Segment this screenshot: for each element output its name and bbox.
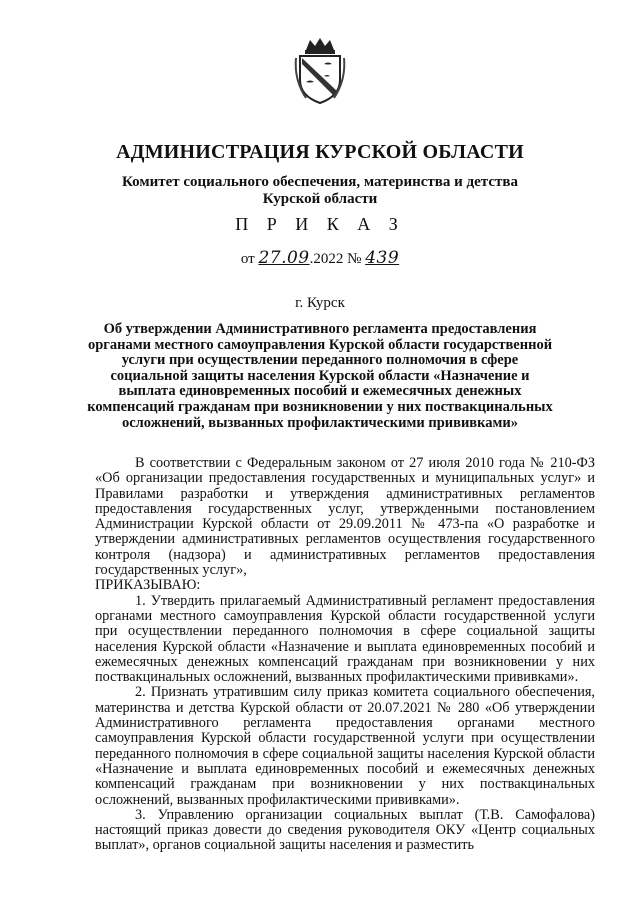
committee-name [60, 174, 580, 208]
coat-of-arms-icon [294, 36, 346, 106]
order-item-3: 3. Управлению организации социальных выплат (Т.В. Самофалова) настоящий приказ довести до сведения руководителя ОКУ «Центр социальных выплат», органов социальной защиты населения и разместить [95, 806, 595, 854]
date-prefix: от [240, 251, 255, 267]
committee-line-2: Курской области [262, 191, 378, 207]
date-year: .2022 № [309, 251, 362, 267]
order-subject: Об утверждении Административного регламента предоставления органами местного самоуправления Курской области государственной услуги при осуществлении переданного полномочия в сфере социальной защиты населения Курской области «Назначение и выплата единовременных пособий и ежемесячных денежных компенсаций гражданам при возникновении у них поствакцинальных осложнений, вызванных профилактическими прививками» [87, 321, 553, 431]
handwritten-date: 27.09 [258, 248, 310, 268]
document-type: П Р И К А З [235, 214, 405, 234]
city: г. Курск [295, 295, 345, 311]
order-item-1: 1. Утвердить прилагаемый Административный регламент предоставления органами местного самоуправления Курской области государственной услуги при осуществлении переданного полномочия в сфере социальной защиты населения Курской области «Назначение и выплата единовременных пособий и ежемесячных денежных компенсаций гражданам при возникновении у них поствакцинальных осложнений, вызванных профилактическими прививками». [95, 592, 595, 686]
order-item-2: 2. Признать утратившим силу приказ комитета социального обеспечения, материнства и детства Курской области от 20.07.2021 № 280 «Об утверждении Административного регламента предоставления органами местного самоуправления Курской области государственной услуги при осуществлении переданного полномочия в сфере социальной защиты населения Курской области «Назначение и выплата единовременных пособий и ежемесячных денежных компенсаций гражданам при возникновении у них поствакцинальных осложнений, вызванных профилактическими прививками». [95, 684, 595, 808]
organization-title: АДМИНИСТРАЦИЯ КУРСКОЙ ОБЛАСТИ [116, 141, 524, 163]
date-line [60, 248, 580, 268]
order-word: ПРИКАЗЫВАЮ: [95, 577, 201, 594]
preamble-paragraph: В соответствии с Федеральным законом от 27 июля 2010 года № 210-ФЗ «Об организации предоставления государственных и муниципальных услуг» и Правилами разработки и утверждения административных регламентов предоставления государственных услуг, утвержденными постановлением Администрации Курской области от 29.09.2011 № 473-па «О разработке и утверждении административных регламентов осуществления государственного контроля (надзора) и административных регламентов предоставления государственных услуг», [95, 455, 595, 579]
committee-line-1: Комитет социального обеспечения, материнства и детства [122, 174, 518, 190]
order-body [95, 456, 595, 854]
handwritten-number: 439 [365, 248, 400, 268]
